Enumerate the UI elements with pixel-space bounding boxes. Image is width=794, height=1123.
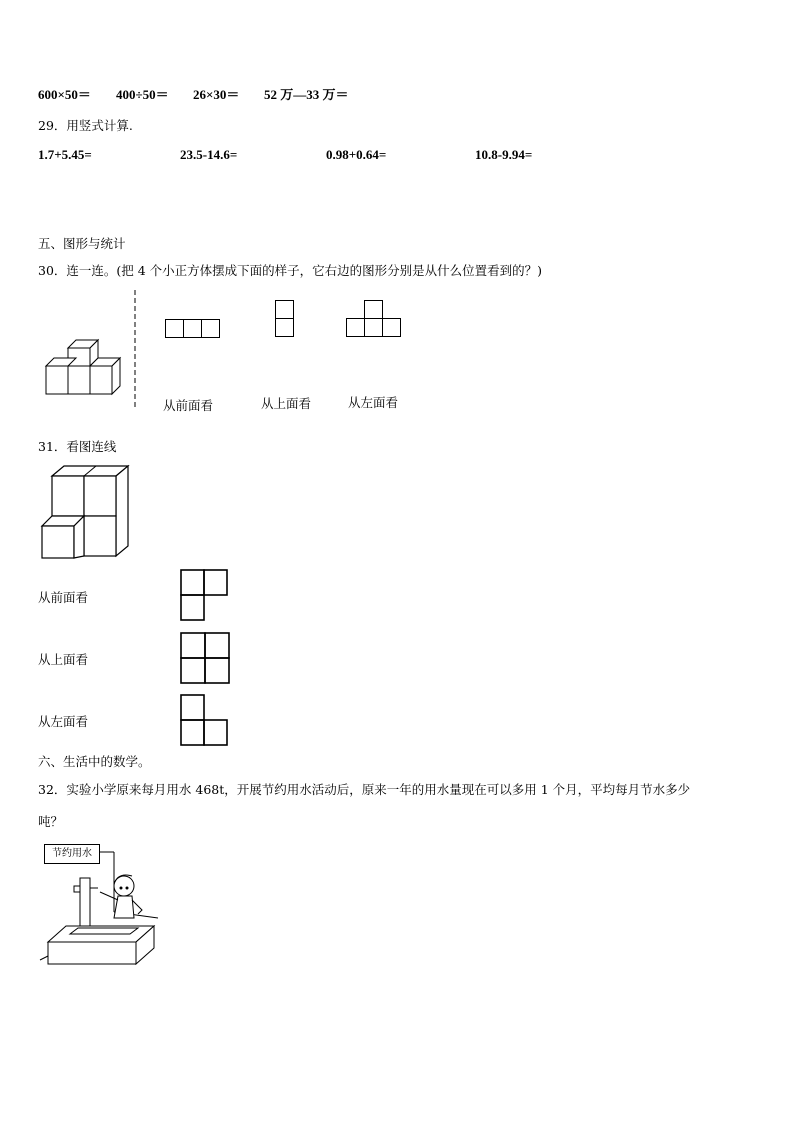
q30-view-shape-column2 [275, 300, 295, 339]
q32-line1: 32．实验小学原来每月用水 468t，开展节约用水活动后，原来一年的用水量现在可以多用 1 个月，平均每月节水多少 [38, 782, 691, 797]
q31-label-front: 从前面看 [38, 590, 89, 605]
q32-line2: 吨？ [38, 814, 64, 829]
q31-view-shape-left [180, 694, 230, 748]
q31-label-left: 从左面看 [38, 714, 89, 729]
section6-title: 六、生活中的数学。 [38, 754, 151, 769]
q30-dashed-divider [133, 290, 137, 410]
mental-item-2: 400÷50＝ [116, 87, 169, 102]
q31-label-top: 从上面看 [38, 652, 89, 667]
mental-item-1: 600×50＝ [38, 87, 91, 102]
water-saving-illustration [38, 842, 162, 976]
q29-item-2: 23.5-14.6= [180, 147, 238, 162]
q30-label-top: 从上面看 [261, 396, 312, 411]
q31-title: 31．看图连线 [38, 439, 117, 454]
q30-title: 30．连一连。(把 4 个小正方体摆成下面的样子，它右边的图形分别是从什么位置看到的？) [38, 263, 543, 278]
water-tap-and-child-drawing [38, 842, 162, 976]
q30-view-shape-t [346, 300, 402, 339]
q30-label-front: 从前面看 [163, 398, 214, 413]
q31-view-shape-top [180, 632, 232, 686]
section5-title: 五、图形与统计 [38, 236, 126, 251]
q31-cube-figure [40, 464, 132, 562]
q29-item-4: 10.8-9.94= [475, 147, 533, 162]
water-saving-sign: 节约用水 [44, 844, 100, 864]
mental-item-3: 26×30＝ [193, 87, 240, 102]
q29-item-1: 1.7+5.45= [38, 147, 92, 162]
q29-title: 29．用竖式计算. [38, 118, 133, 133]
q30-label-left: 从左面看 [348, 395, 399, 410]
mental-item-4: 52 万—33 万＝ [264, 87, 349, 102]
q31-view-shape-front [180, 569, 230, 623]
q30-view-shape-row3 [165, 319, 221, 339]
q30-cube-stack-figure [44, 336, 124, 398]
q29-item-3: 0.98+0.64= [326, 147, 387, 162]
